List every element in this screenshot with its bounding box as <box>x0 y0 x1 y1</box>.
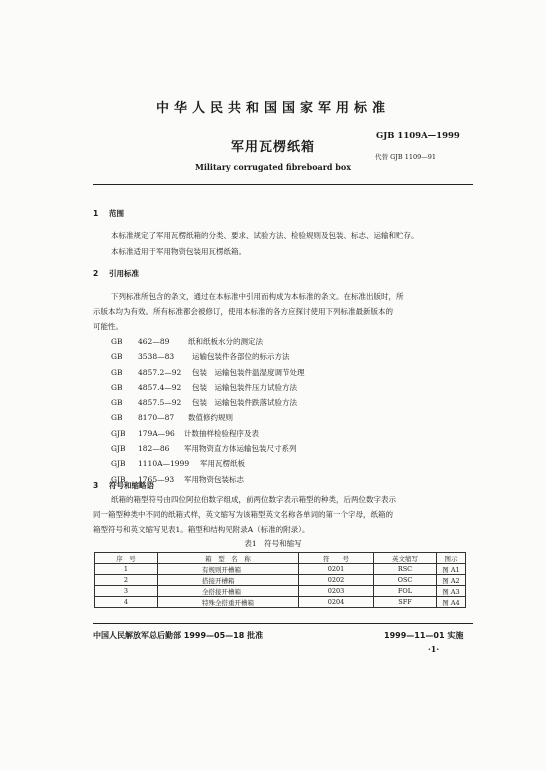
reference-item: GJB 182—86 军用物资直方体运输包装尺寸系列 <box>111 444 297 454</box>
reference-item: GJB 179A—96 计数抽样检验程序及表 <box>111 428 259 438</box>
column-header: 英文缩写 <box>374 553 437 564</box>
table-cell: OSC <box>374 575 437 586</box>
table-cell: 有规则开槽箱 <box>158 564 299 575</box>
column-header: 符 号 <box>299 553 374 564</box>
section-1-paragraph-1: 本标准规定了军用瓦楞纸箱的分类、要求、试验方法、检验规则及包装、标志、运输和贮存。 <box>111 231 419 240</box>
reference-item: GB 4857.4—92 包装 运输包装件压力试验方法 <box>111 382 297 392</box>
section-3-para-line-3: 箱型符号和英文缩写见表1。箱型和结构见附录A（标准的附录）。 <box>93 525 310 534</box>
table-cell: FOL <box>374 586 437 597</box>
table-cell: 0203 <box>299 586 374 597</box>
table-cell: 0202 <box>299 575 374 586</box>
column-header: 箱 型 名 称 <box>158 553 299 564</box>
table-row <box>95 564 466 575</box>
reference-item: GB 8170—87 数值修约规则 <box>111 413 233 423</box>
reference-item: GB 462—89 纸和纸板水分的测定法 <box>111 337 263 346</box>
section-3-para-line-1: 纸箱的箱型符号由四位阿拉伯数字组成，前两位数字表示箱型的种类，后两位数字表示 <box>111 495 396 504</box>
column-header: 图示 <box>437 553 466 564</box>
table-cell: 图 A2 <box>437 575 466 586</box>
table-cell: 特殊全搭重开槽箱 <box>158 597 299 608</box>
reference-list <box>111 334 305 487</box>
table-cell: SFF <box>374 597 437 608</box>
section-2-title: 引用标准 <box>109 269 139 278</box>
table-row <box>95 597 466 608</box>
section-2-heading <box>93 268 139 279</box>
reference-item: GB 4857.5—92 包装 运输包装件跌落试验方法 <box>111 398 297 408</box>
effective-date: 1999—11—01 实施 <box>384 631 464 640</box>
section-3-para-line-2: 同一箱型种类中不同的纸箱式样，英文缩写为该箱型英文名称各单词的第一个字母，纸箱的 <box>93 510 393 519</box>
section-2-number: 2 <box>93 269 99 278</box>
page-number: ·1· <box>428 644 440 654</box>
approval-note: 中国人民解放军总后勤部 1999—05—18 批准 <box>93 631 264 640</box>
table-cell: 图 A1 <box>437 564 466 575</box>
standard-category-title: 中华人民共和国国家军用标准 <box>155 101 390 116</box>
symbols-abbreviations-table <box>94 552 466 608</box>
reference-item: GB 4857.2—92 包装 运输包装件温湿度调节处理 <box>111 367 305 377</box>
footer-divider <box>93 623 473 624</box>
table-cell: RSC <box>374 564 437 575</box>
document-title: 军用瓦楞纸箱 <box>230 140 315 155</box>
section-3-number: 3 <box>93 481 99 490</box>
section-1-number: 1 <box>93 209 99 218</box>
section-2-para-line-1: 下列标准所包含的条文，通过在本标准中引用而构成为本标准的条文。在标准出版时，所 <box>111 292 404 301</box>
table-cell: 图 A3 <box>437 586 466 597</box>
table-1-caption: 表1 符号和缩写 <box>244 539 302 548</box>
table-cell: 搭接开槽箱 <box>158 575 299 586</box>
document-subtitle: Military corrugated fibreboard box <box>194 162 351 172</box>
column-header: 序 号 <box>95 553 158 564</box>
section-2-para-line-3: 可能性。 <box>93 322 123 331</box>
section-1-heading <box>93 208 124 219</box>
reference-item: GJB 1765—93 军用物资包装标志 <box>111 474 244 484</box>
table-cell: 3 <box>95 586 158 597</box>
section-3-heading <box>93 480 154 491</box>
document-code: GJB 1109A—1999 <box>376 131 460 141</box>
table-cell: 1 <box>95 564 158 575</box>
table-row <box>95 586 466 597</box>
table-header-row <box>95 553 466 564</box>
table-cell: 图 A4 <box>437 597 466 608</box>
table-cell: 2 <box>95 575 158 586</box>
table-cell: 4 <box>95 597 158 608</box>
table-row <box>95 575 466 586</box>
table-cell: 全搭接开槽箱 <box>158 586 299 597</box>
header-divider <box>93 184 473 185</box>
reference-item: GJB 1110A—1999 军用瓦楞纸板 <box>111 459 245 469</box>
section-1-title: 范围 <box>109 209 124 218</box>
section-3-title: 符号和缩略语 <box>109 481 154 490</box>
replaces-note: 代替 GJB 1109—91 <box>375 153 437 161</box>
table-cell: 0204 <box>299 597 374 608</box>
section-1-paragraph-2: 本标准适用于军用物资包装用瓦楞纸箱。 <box>111 247 246 256</box>
table-cell: 0201 <box>299 564 374 575</box>
reference-item: GB 3538—83 运输包装件各部位的标示方法 <box>111 352 290 362</box>
section-2-para-line-2: 示版本均为有效。所有标准都会被修订，使用本标准的各方应探讨使用下列标准最新版本的 <box>93 307 393 316</box>
